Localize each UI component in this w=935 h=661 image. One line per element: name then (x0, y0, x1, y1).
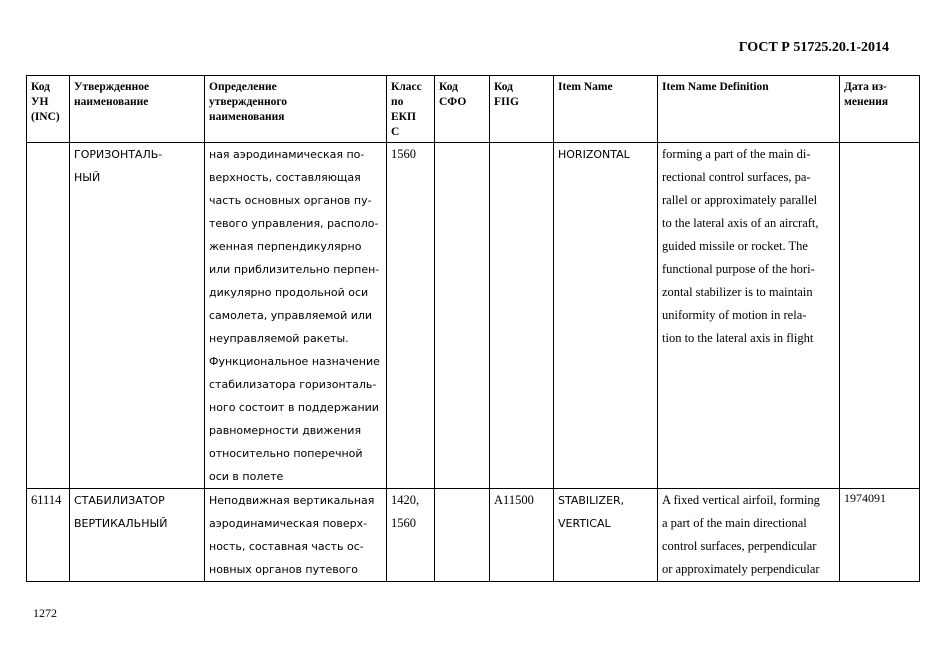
cell-line: ная аэродинамическая по- (209, 148, 365, 161)
header-name-definition: Определение утвержденного наименования (205, 76, 387, 143)
cell-line: HORIZONTAL (558, 148, 630, 161)
cell-line: НЫЙ (74, 171, 101, 184)
cell-item-name (554, 489, 658, 582)
header-item-name: Item Name (554, 76, 658, 143)
cell-change-date (840, 489, 920, 582)
cell-line: Неподвижная вертикальная (209, 494, 375, 507)
cell-line: ность, составная часть ос- (209, 540, 364, 553)
cell-line: control surfaces, perpendicular (662, 539, 817, 553)
cell-inc (27, 143, 70, 489)
cell-line: женная перпендикулярно (209, 240, 362, 253)
cell-line: СТАБИЛИЗАТОР (74, 494, 165, 507)
cell-sfo-code (435, 143, 490, 489)
cell-name (70, 489, 205, 582)
cell-item-definition (658, 143, 840, 489)
document-standard-code: ГОСТ Р 51725.20.1-2014 (738, 40, 889, 55)
cell-line: часть основных органов пу- (209, 194, 372, 207)
cell-item-definition (658, 489, 840, 582)
cell-line: ВЕРТИКАЛЬНЫЙ (74, 517, 168, 530)
cell-line: относительно поперечной (209, 447, 363, 460)
cell-line: равномерности движения (209, 424, 362, 437)
cell-fiig-code (490, 489, 554, 582)
table-row (27, 489, 920, 582)
cell-line: 1560 (391, 147, 416, 161)
cell-line: 61114 (31, 493, 62, 507)
cell-line: uniformity of motion in rela- (662, 308, 807, 322)
cell-line: functional purpose of the hori- (662, 262, 815, 276)
cell-line: Функциональное назначение (209, 355, 380, 368)
cell-change-date (840, 143, 920, 489)
header-fiig-code: Код FIIG (490, 76, 554, 143)
header-change-date: Дата из- менения (840, 76, 920, 143)
cell-ekps-class (387, 143, 435, 489)
cell-line: A11500 (494, 493, 534, 507)
cell-name (70, 143, 205, 489)
cell-line: 1560 (391, 516, 416, 530)
cell-fiig-code (490, 143, 554, 489)
cell-line: 1974091 (844, 491, 886, 505)
page-number: 1272 (33, 606, 57, 620)
header-item-name-definition: Item Name Definition (658, 76, 840, 143)
cell-line: тевого управления, располо- (209, 217, 379, 230)
cell-line: or approximately perpendicular (662, 562, 820, 576)
cell-ekps-class (387, 489, 435, 582)
cell-definition (205, 489, 387, 582)
header-ekps-class: Класс по ЕКП С (387, 76, 435, 143)
cell-definition (205, 143, 387, 489)
header-approved-name: Утвержденное наименование (70, 76, 205, 143)
cell-line: стабилизатора горизонталь- (209, 378, 377, 391)
cell-line: верхность, составляющая (209, 171, 361, 184)
cell-line: VERTICAL (558, 517, 611, 530)
cell-line: ГОРИЗОНТАЛЬ- (74, 148, 163, 161)
cell-line: zontal stabilizer is to maintain (662, 285, 813, 299)
cell-item-name (554, 143, 658, 489)
cell-line: неуправляемой ракеты. (209, 332, 349, 345)
cell-line: новных органов путевого (209, 563, 359, 576)
cell-line: STABILIZER, (558, 494, 625, 507)
table-row (27, 143, 920, 489)
cell-line: аэродинамическая поверх- (209, 517, 368, 530)
cell-line: rallel or approximately parallel (662, 193, 818, 207)
cell-line: a part of the main directional (662, 516, 807, 530)
cell-line: forming a part of the main di- (662, 147, 811, 161)
cell-sfo-code (435, 489, 490, 582)
cell-line: to the lateral axis of an aircraft, (662, 216, 819, 230)
cell-line: rectional control surfaces, pa- (662, 170, 811, 184)
cell-line: A fixed vertical airfoil, forming (662, 493, 820, 507)
cell-line: guided missile or rocket. The (662, 239, 808, 253)
cell-line: tion to the lateral axis in flight (662, 331, 814, 345)
table-header-row (27, 76, 920, 143)
cell-line: самолета, управляемой или (209, 309, 373, 322)
cell-line: дикулярно продольной оси (209, 286, 369, 299)
cell-line: или приблизительно перпен- (209, 263, 380, 276)
header-inc-code: Код УН (INC) (27, 76, 70, 143)
cell-line: 1420, (391, 493, 420, 507)
cell-line: ного состоит в поддержании (209, 401, 379, 414)
item-names-table (26, 75, 920, 582)
cell-line: оси в полете (209, 470, 284, 483)
cell-inc (27, 489, 70, 582)
header-sfo-code: Код СФО (435, 76, 490, 143)
